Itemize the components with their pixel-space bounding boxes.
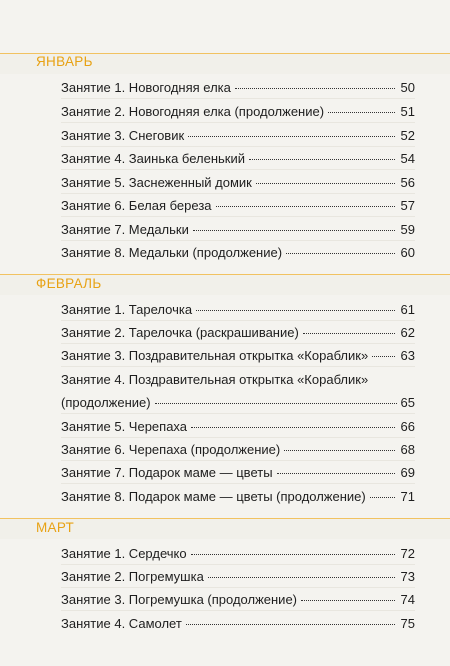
toc-entry[interactable] bbox=[61, 441, 415, 458]
toc-entry-title: Занятие 2. Новогодняя елка (продолжение) bbox=[61, 104, 325, 119]
toc-entry-page: 54 bbox=[400, 151, 415, 166]
month-heading-february: ФЕВРАЛЬ bbox=[36, 276, 102, 291]
toc-entry[interactable] bbox=[61, 347, 415, 364]
toc-entry-page: 50 bbox=[400, 80, 415, 95]
toc-entry-page: 75 bbox=[400, 616, 415, 631]
toc-entry[interactable] bbox=[61, 324, 415, 341]
toc-entry-title: Занятие 3. Снеговик bbox=[61, 128, 185, 143]
toc-entry[interactable] bbox=[61, 615, 415, 632]
entry-separator bbox=[61, 460, 415, 461]
toc-entry-title: Занятие 2. Погремушка bbox=[61, 569, 204, 584]
toc-entry[interactable] bbox=[61, 127, 415, 144]
entry-separator bbox=[61, 413, 415, 414]
entry-separator bbox=[61, 320, 415, 321]
toc-entry-page: 63 bbox=[400, 348, 415, 363]
month-heading-january: ЯНВАРЬ bbox=[36, 54, 93, 69]
toc-entry-page: 59 bbox=[400, 222, 415, 237]
leader-dots bbox=[193, 230, 395, 231]
leader-dots bbox=[191, 554, 395, 555]
entry-separator bbox=[61, 610, 415, 611]
entry-separator bbox=[61, 122, 415, 123]
toc-entry-page: 74 bbox=[400, 592, 415, 607]
leader-dots bbox=[216, 206, 395, 207]
toc-entry[interactable] bbox=[61, 174, 415, 191]
entry-separator bbox=[61, 193, 415, 194]
toc-entry-title: Занятие 7. Медальки bbox=[61, 222, 189, 237]
leader-dots bbox=[155, 403, 397, 404]
toc-entry-title: Занятие 1. Новогодняя елка bbox=[61, 80, 231, 95]
leader-dots bbox=[284, 450, 395, 451]
toc-entry-title: Занятие 6. Белая береза bbox=[61, 198, 212, 213]
toc-entry-page: 66 bbox=[400, 419, 415, 434]
toc-entry-title: Занятие 2. Тарелочка (раскрашивание) bbox=[61, 325, 299, 340]
toc-entry[interactable] bbox=[61, 301, 415, 318]
toc-entry-page: 52 bbox=[400, 128, 415, 143]
toc-entry[interactable] bbox=[61, 221, 415, 238]
leader-dots bbox=[235, 88, 395, 89]
toc-entry[interactable] bbox=[61, 244, 415, 261]
leader-dots bbox=[301, 600, 395, 601]
entry-separator bbox=[61, 146, 415, 147]
toc-entry-page: 65 bbox=[400, 395, 415, 410]
leader-dots bbox=[328, 112, 395, 113]
entry-separator bbox=[61, 483, 415, 484]
leader-dots bbox=[370, 497, 395, 498]
toc-entry-page: 60 bbox=[400, 245, 415, 260]
toc-entry-title: Занятие 3. Поздравительная открытка «Кораблик» bbox=[61, 348, 369, 363]
leader-dots bbox=[186, 624, 395, 625]
toc-entry-page: 69 bbox=[400, 465, 415, 480]
toc-entry-title: Занятие 8. Подарок маме — цветы (продолжение) bbox=[61, 489, 366, 504]
toc-entry-page: 71 bbox=[400, 489, 415, 504]
toc-entry-page: 73 bbox=[400, 569, 415, 584]
toc-entry-title: Занятие 6. Черепаха (продолжение) bbox=[61, 442, 281, 457]
leader-dots bbox=[277, 473, 395, 474]
leader-dots bbox=[208, 577, 395, 578]
leader-dots bbox=[256, 183, 395, 184]
toc-entry[interactable] bbox=[61, 591, 415, 608]
toc-entry-title: Занятие 4. Самолет bbox=[61, 616, 182, 631]
toc-entry[interactable] bbox=[61, 150, 415, 167]
toc-entry-page: 61 bbox=[400, 302, 415, 317]
month-heading-march: МАРТ bbox=[36, 520, 75, 535]
leader-dots bbox=[303, 333, 395, 334]
toc-entry-page: 51 bbox=[400, 104, 415, 119]
toc-entry-title: Занятие 4. Поздравительная открытка «Кораблик» bbox=[61, 372, 369, 387]
toc-entry[interactable] bbox=[61, 197, 415, 214]
toc-entry-title-continued: (продолжение) bbox=[61, 395, 151, 410]
toc-entry-title: Занятие 8. Медальки (продолжение) bbox=[61, 245, 283, 260]
toc-entry[interactable] bbox=[61, 488, 415, 505]
leader-dots bbox=[249, 159, 395, 160]
entry-separator bbox=[61, 240, 415, 241]
toc-entry-page: 62 bbox=[400, 325, 415, 340]
entry-separator bbox=[61, 98, 415, 99]
leader-dots bbox=[372, 356, 395, 357]
entry-separator bbox=[61, 366, 415, 367]
toc-entry-page: 57 bbox=[400, 198, 415, 213]
toc-entry-page: 68 bbox=[400, 442, 415, 457]
entry-separator bbox=[61, 169, 415, 170]
toc-entry[interactable] bbox=[61, 568, 415, 585]
leader-dots bbox=[286, 253, 395, 254]
toc-entry-continuation[interactable] bbox=[61, 394, 415, 411]
toc-entry-title: Занятие 4. Заинька беленький bbox=[61, 151, 245, 166]
toc-entry-title: Занятие 1. Сердечко bbox=[61, 546, 187, 561]
toc-entry-title: Занятие 1. Тарелочка bbox=[61, 302, 193, 317]
toc-entry[interactable] bbox=[61, 464, 415, 481]
toc-entry[interactable] bbox=[61, 545, 415, 562]
leader-dots bbox=[196, 310, 395, 311]
entry-separator bbox=[61, 587, 415, 588]
entry-separator bbox=[61, 437, 415, 438]
toc-entry-title: Занятие 5. Заснеженный домик bbox=[61, 175, 252, 190]
entry-separator bbox=[61, 564, 415, 565]
toc-entry-title: Занятие 3. Погремушка (продолжение) bbox=[61, 592, 297, 607]
toc-entry[interactable] bbox=[61, 79, 415, 96]
toc-entry[interactable] bbox=[61, 418, 415, 435]
toc-entry-page: 72 bbox=[400, 546, 415, 561]
toc-entry[interactable] bbox=[61, 103, 415, 120]
leader-dots bbox=[191, 427, 395, 428]
toc-entry-title: Занятие 7. Подарок маме — цветы bbox=[61, 465, 273, 480]
leader-dots bbox=[188, 136, 395, 137]
toc-entry[interactable] bbox=[61, 371, 415, 388]
toc-entry-title: Занятие 5. Черепаха bbox=[61, 419, 188, 434]
entry-separator bbox=[61, 343, 415, 344]
entry-separator bbox=[61, 216, 415, 217]
toc-entry-page: 56 bbox=[400, 175, 415, 190]
